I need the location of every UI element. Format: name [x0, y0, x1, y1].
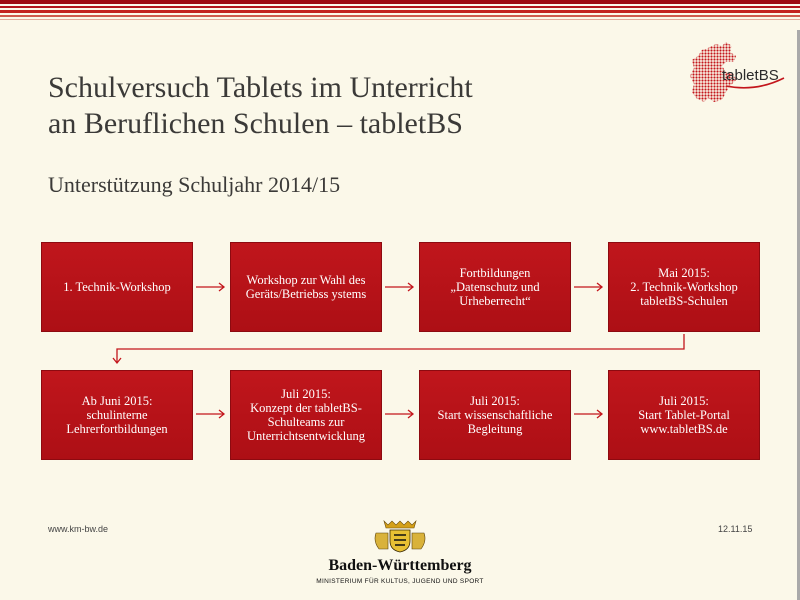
footer-date: 12.11.15: [718, 524, 753, 534]
flow-step-3: [419, 242, 571, 332]
flow-step-text: Ab Juni 2015:: [81, 394, 153, 408]
flow-step-text: Start Tablet-Portal: [638, 408, 730, 422]
flow-step-text: Begleitung: [467, 422, 523, 436]
arrow-wrap-icon: [113, 334, 684, 363]
arrow-right-icon: [385, 410, 413, 418]
flow-step-4: [608, 242, 760, 332]
flow-step-text: Urheberrecht“: [459, 294, 531, 308]
flow-step-text: Mai 2015:: [658, 266, 710, 280]
slide-title: [48, 70, 608, 142]
flow-step-text: Unterrichtsentwicklung: [246, 429, 366, 443]
flow-step-text: Konzept der tabletBS-: [250, 401, 362, 415]
title-line-2: an Beruflichen Schulen – tabletBS: [48, 107, 463, 140]
footer-url: www.km-bw.de: [48, 524, 109, 534]
title-line-1: Schulversuch Tablets im Unterricht: [48, 71, 473, 104]
arrow-right-icon: [574, 410, 602, 418]
flow-step-text: Start wissenschaftliche: [437, 408, 553, 422]
decorative-top-band: [0, 0, 800, 22]
coat-of-arms-icon: [370, 519, 430, 553]
arrow-right-icon: [574, 283, 602, 291]
arrow-right-icon: [196, 410, 224, 418]
logo-wordmark: tabletBS: [722, 67, 779, 84]
flow-step-text: tabletBS-Schulen: [640, 294, 728, 308]
arrow-right-icon: [196, 283, 224, 291]
flow-step-8: [608, 370, 760, 460]
flow-step-text: Workshop zur Wahl des: [246, 273, 366, 287]
flow-step-1: [41, 242, 193, 332]
flow-step-text: Juli 2015:: [659, 394, 709, 408]
flow-step-text: Schulteams zur: [267, 415, 345, 429]
flow-step-text: Fortbildungen: [459, 266, 531, 280]
ministry-name: MINISTERIUM FÜR KULTUS, JUGEND UND SPORT: [316, 578, 484, 585]
state-name: Baden-Württemberg: [328, 557, 472, 574]
flow-step-text: www.tabletBS.de: [640, 422, 728, 436]
flow-step-text: 1. Technik-Workshop: [63, 280, 171, 294]
flow-step-text: „Datenschutz und: [450, 280, 540, 294]
flow-step-5: [41, 370, 193, 460]
flow-step-6: [230, 370, 382, 460]
flow-step-text: Lehrerfortbildungen: [66, 422, 168, 436]
flow-step-text: Juli 2015:: [281, 387, 331, 401]
slide-subtitle: Unterstützung Schuljahr 2014/15: [48, 172, 341, 197]
flow-step-text: 2. Technik-Workshop: [630, 280, 738, 294]
flow-step-text: Geräts/Betriebss ystems: [245, 287, 367, 301]
tabletbs-logo: [686, 40, 786, 106]
arrow-right-icon: [385, 283, 413, 291]
flow-step-text: schulinterne: [86, 408, 148, 422]
flow-step-2: [230, 242, 382, 332]
flow-step-7: [419, 370, 571, 460]
flow-step-text: Juli 2015:: [470, 394, 520, 408]
